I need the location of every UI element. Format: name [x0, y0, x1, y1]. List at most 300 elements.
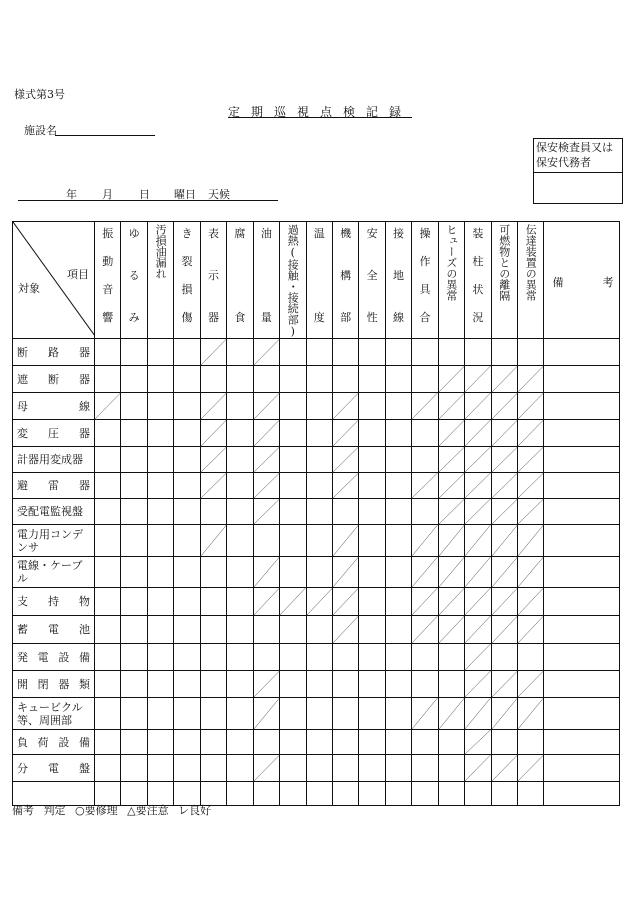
not-applicable-cell — [200, 420, 226, 447]
check-cell[interactable] — [147, 366, 173, 393]
remarks-cell[interactable] — [544, 698, 620, 730]
check-cell[interactable] — [280, 644, 306, 671]
corner-item-label: 項目 — [67, 268, 89, 281]
check-cell[interactable] — [306, 698, 332, 730]
check-cell[interactable] — [147, 525, 173, 557]
check-cell[interactable] — [332, 644, 358, 671]
check-cell[interactable] — [412, 366, 438, 393]
check-cell[interactable] — [147, 557, 173, 588]
remarks-cell[interactable] — [544, 525, 620, 557]
check-cell[interactable] — [227, 755, 253, 782]
check-cell[interactable] — [385, 339, 411, 366]
check-cell[interactable] — [121, 420, 147, 447]
column-header-label — [465, 222, 490, 329]
not-applicable-cell — [438, 393, 464, 420]
check-cell[interactable] — [147, 730, 173, 755]
not-applicable-cell — [412, 525, 438, 557]
check-cell[interactable] — [491, 644, 517, 671]
column-header-char: 装 — [472, 227, 484, 240]
check-cell[interactable] — [174, 730, 200, 755]
remarks-cell[interactable] — [544, 755, 620, 782]
not-applicable-cell — [438, 366, 464, 393]
check-cell[interactable] — [359, 782, 385, 806]
check-cell[interactable] — [227, 473, 253, 499]
check-cell[interactable] — [385, 755, 411, 782]
row-label — [13, 588, 95, 616]
check-cell[interactable] — [412, 755, 438, 782]
check-cell[interactable] — [280, 393, 306, 420]
check-cell[interactable] — [174, 525, 200, 557]
check-cell[interactable] — [200, 616, 226, 644]
check-cell[interactable] — [227, 525, 253, 557]
not-applicable-cell — [253, 557, 279, 588]
check-cell[interactable] — [306, 644, 332, 671]
check-cell[interactable] — [280, 473, 306, 499]
check-cell[interactable] — [412, 644, 438, 671]
check-cell[interactable] — [438, 755, 464, 782]
check-cell[interactable] — [121, 755, 147, 782]
slash-mark — [412, 698, 437, 729]
check-cell[interactable] — [518, 644, 544, 671]
check-cell[interactable] — [280, 730, 306, 755]
check-cell[interactable] — [280, 755, 306, 782]
check-cell[interactable] — [227, 366, 253, 393]
check-cell[interactable] — [147, 499, 173, 525]
check-cell[interactable] — [95, 671, 121, 698]
check-cell[interactable] — [385, 616, 411, 644]
facility-label: 施設名 — [24, 124, 57, 137]
slash-mark — [465, 366, 490, 392]
check-cell[interactable] — [412, 339, 438, 366]
not-applicable-cell — [253, 755, 279, 782]
check-cell[interactable] — [518, 339, 544, 366]
check-cell[interactable] — [518, 782, 544, 806]
not-applicable-cell — [200, 393, 226, 420]
check-cell[interactable] — [306, 730, 332, 755]
slash-mark — [439, 393, 464, 419]
check-cell[interactable] — [147, 698, 173, 730]
date-weather-row[interactable] — [18, 186, 278, 201]
column-header — [518, 222, 544, 339]
check-cell[interactable] — [227, 557, 253, 588]
column-header-label — [201, 222, 226, 329]
not-applicable-cell — [518, 616, 544, 644]
check-cell[interactable] — [200, 671, 226, 698]
check-cell[interactable] — [95, 557, 121, 588]
check-cell[interactable] — [412, 420, 438, 447]
not-applicable-cell — [491, 671, 517, 698]
check-cell[interactable] — [359, 698, 385, 730]
check-cell[interactable] — [227, 588, 253, 616]
check-cell[interactable] — [147, 420, 173, 447]
slash-mark — [439, 473, 464, 498]
check-cell[interactable] — [306, 755, 332, 782]
check-cell[interactable] — [121, 339, 147, 366]
check-cell[interactable] — [280, 616, 306, 644]
check-cell[interactable] — [359, 393, 385, 420]
slash-mark — [439, 420, 464, 446]
remarks-cell[interactable] — [544, 339, 620, 366]
slash-mark — [492, 447, 517, 472]
not-applicable-cell — [518, 393, 544, 420]
check-cell[interactable] — [306, 616, 332, 644]
check-cell[interactable] — [385, 557, 411, 588]
check-cell[interactable] — [332, 339, 358, 366]
remarks-cell[interactable] — [544, 420, 620, 447]
slash-mark — [518, 698, 543, 729]
check-cell[interactable] — [465, 782, 491, 806]
check-cell[interactable] — [200, 557, 226, 588]
check-cell[interactable] — [385, 671, 411, 698]
check-cell[interactable] — [121, 588, 147, 616]
column-header-char: 食 — [234, 311, 246, 324]
slash-mark — [465, 447, 490, 472]
slash-mark — [333, 616, 358, 643]
slash-mark — [254, 393, 279, 419]
check-cell[interactable] — [147, 447, 173, 473]
check-cell[interactable] — [147, 473, 173, 499]
check-cell[interactable] — [385, 366, 411, 393]
check-cell[interactable] — [121, 473, 147, 499]
check-cell[interactable] — [95, 420, 121, 447]
check-cell[interactable] — [147, 393, 173, 420]
check-cell[interactable] — [95, 730, 121, 755]
check-cell[interactable] — [385, 782, 411, 806]
table-row — [13, 420, 620, 447]
check-cell[interactable] — [174, 644, 200, 671]
check-cell[interactable] — [359, 588, 385, 616]
check-cell[interactable] — [306, 782, 332, 806]
not-applicable-cell — [491, 525, 517, 557]
check-cell[interactable] — [147, 755, 173, 782]
not-applicable-cell — [518, 525, 544, 557]
row-label — [13, 755, 95, 782]
check-cell[interactable] — [332, 366, 358, 393]
remarks-cell[interactable] — [544, 473, 620, 499]
check-cell[interactable] — [95, 499, 121, 525]
check-cell[interactable] — [147, 588, 173, 616]
slash-mark — [518, 447, 543, 472]
check-cell[interactable] — [412, 447, 438, 473]
check-cell[interactable] — [174, 671, 200, 698]
check-cell[interactable] — [280, 525, 306, 557]
check-cell[interactable] — [121, 525, 147, 557]
check-cell[interactable] — [121, 393, 147, 420]
remarks-cell[interactable] — [544, 588, 620, 616]
check-cell[interactable] — [200, 730, 226, 755]
check-cell[interactable] — [306, 447, 332, 473]
check-cell[interactable] — [280, 782, 306, 806]
slash-mark — [518, 499, 543, 524]
check-cell[interactable] — [385, 447, 411, 473]
check-cell[interactable] — [280, 339, 306, 366]
check-cell[interactable] — [253, 366, 279, 393]
check-cell[interactable] — [253, 644, 279, 671]
check-cell[interactable] — [332, 671, 358, 698]
slash-mark — [465, 473, 490, 498]
check-cell[interactable] — [332, 755, 358, 782]
check-cell[interactable] — [121, 616, 147, 644]
check-cell[interactable] — [227, 698, 253, 730]
check-cell[interactable] — [174, 616, 200, 644]
not-applicable-cell — [332, 473, 358, 499]
check-cell[interactable] — [332, 698, 358, 730]
check-cell[interactable] — [174, 366, 200, 393]
check-cell[interactable] — [253, 525, 279, 557]
check-cell[interactable] — [438, 339, 464, 366]
slash-mark — [307, 588, 332, 615]
check-cell[interactable] — [359, 447, 385, 473]
check-cell[interactable] — [200, 588, 226, 616]
check-cell[interactable] — [359, 420, 385, 447]
check-cell[interactable] — [227, 644, 253, 671]
check-cell[interactable] — [306, 366, 332, 393]
check-cell[interactable] — [280, 698, 306, 730]
facility-name-line[interactable] — [55, 135, 155, 136]
check-cell[interactable] — [306, 339, 332, 366]
column-header-char: ゆ — [128, 227, 140, 240]
check-cell[interactable] — [200, 366, 226, 393]
check-cell[interactable] — [121, 644, 147, 671]
check-cell[interactable] — [227, 393, 253, 420]
not-applicable-cell — [253, 499, 279, 525]
row-label — [13, 420, 95, 447]
not-applicable-cell — [95, 393, 121, 420]
check-cell[interactable] — [438, 782, 464, 806]
check-cell[interactable] — [147, 644, 173, 671]
check-cell[interactable] — [174, 499, 200, 525]
slash-mark — [201, 393, 226, 419]
check-cell[interactable] — [121, 671, 147, 698]
check-cell[interactable] — [359, 366, 385, 393]
check-cell[interactable] — [306, 525, 332, 557]
check-cell[interactable] — [438, 730, 464, 755]
column-header-char: み — [128, 311, 140, 324]
remarks-cell[interactable] — [544, 447, 620, 473]
slash-mark — [412, 393, 437, 419]
check-cell[interactable] — [359, 671, 385, 698]
check-cell[interactable] — [518, 730, 544, 755]
check-cell[interactable] — [121, 366, 147, 393]
slash-mark — [492, 588, 517, 615]
check-cell[interactable] — [385, 393, 411, 420]
check-cell[interactable] — [385, 499, 411, 525]
check-cell[interactable] — [385, 644, 411, 671]
check-cell[interactable] — [491, 730, 517, 755]
check-cell[interactable] — [359, 473, 385, 499]
check-cell[interactable] — [332, 499, 358, 525]
column-header — [491, 222, 517, 339]
check-cell[interactable] — [306, 499, 332, 525]
check-cell[interactable] — [306, 557, 332, 588]
check-cell[interactable] — [280, 499, 306, 525]
check-cell[interactable] — [147, 616, 173, 644]
check-cell[interactable] — [385, 730, 411, 755]
check-cell[interactable] — [227, 499, 253, 525]
check-cell[interactable] — [95, 588, 121, 616]
check-cell[interactable] — [200, 755, 226, 782]
remarks-cell[interactable] — [544, 499, 620, 525]
slash-mark — [518, 671, 543, 697]
column-header-char: 合 — [419, 311, 431, 324]
check-cell[interactable] — [227, 730, 253, 755]
check-cell[interactable] — [359, 644, 385, 671]
slash-mark — [254, 339, 279, 365]
slash-mark — [518, 366, 543, 392]
column-header-char: 全 — [366, 269, 378, 282]
check-cell[interactable] — [121, 557, 147, 588]
check-cell[interactable] — [306, 393, 332, 420]
check-cell[interactable] — [385, 525, 411, 557]
check-cell[interactable] — [253, 782, 279, 806]
column-header — [147, 222, 173, 339]
slash-mark — [518, 755, 543, 781]
remarks-cell[interactable] — [544, 557, 620, 588]
check-cell[interactable] — [438, 671, 464, 698]
remarks-cell[interactable] — [544, 616, 620, 644]
column-header-char: 油 — [260, 227, 272, 240]
not-applicable-cell — [518, 557, 544, 588]
remarks-header-char: 考 — [602, 276, 614, 289]
column-header — [465, 222, 491, 339]
check-cell[interactable] — [121, 698, 147, 730]
column-header-char: 機 — [340, 227, 352, 240]
check-cell[interactable] — [174, 473, 200, 499]
row-label: キュービクル等、周囲部 — [13, 698, 95, 730]
slash-mark — [439, 525, 464, 556]
column-header-char: 接 — [393, 227, 405, 240]
check-cell[interactable] — [359, 755, 385, 782]
check-cell[interactable] — [95, 698, 121, 730]
remarks-cell[interactable] — [544, 644, 620, 671]
check-cell[interactable] — [385, 588, 411, 616]
column-header-label — [333, 222, 358, 329]
check-cell[interactable] — [227, 616, 253, 644]
check-cell[interactable] — [359, 616, 385, 644]
slash-mark — [333, 447, 358, 472]
check-cell[interactable] — [491, 782, 517, 806]
check-cell[interactable] — [385, 473, 411, 499]
check-cell[interactable] — [174, 698, 200, 730]
check-cell[interactable] — [227, 671, 253, 698]
check-cell[interactable] — [95, 644, 121, 671]
check-cell[interactable] — [280, 447, 306, 473]
check-cell[interactable] — [280, 420, 306, 447]
table-row — [13, 366, 620, 393]
check-cell[interactable] — [174, 755, 200, 782]
slash-mark — [518, 393, 543, 419]
column-header — [438, 222, 464, 339]
check-cell[interactable] — [385, 698, 411, 730]
check-cell[interactable] — [147, 339, 173, 366]
check-cell[interactable] — [438, 644, 464, 671]
check-cell[interactable] — [465, 339, 491, 366]
check-cell[interactable] — [227, 782, 253, 806]
check-cell[interactable] — [306, 671, 332, 698]
check-cell[interactable] — [174, 393, 200, 420]
signature-label: 保安検査員又は保安代務者 — [534, 139, 622, 173]
check-cell[interactable] — [174, 557, 200, 588]
column-header-label — [412, 222, 437, 329]
not-applicable-cell — [306, 588, 332, 616]
check-cell[interactable] — [359, 730, 385, 755]
check-cell[interactable] — [306, 420, 332, 447]
not-applicable-cell — [518, 671, 544, 698]
check-cell[interactable] — [95, 447, 121, 473]
check-cell[interactable] — [412, 730, 438, 755]
check-cell[interactable] — [200, 499, 226, 525]
check-cell[interactable] — [121, 499, 147, 525]
check-cell[interactable] — [253, 616, 279, 644]
check-cell[interactable] — [332, 782, 358, 806]
check-cell[interactable] — [491, 339, 517, 366]
check-cell[interactable] — [280, 671, 306, 698]
column-header — [200, 222, 226, 339]
check-cell[interactable] — [359, 499, 385, 525]
row-label-text: 負 荷 設 備 — [17, 735, 90, 749]
remarks-cell[interactable] — [544, 671, 620, 698]
signature-field[interactable] — [534, 173, 622, 204]
check-cell[interactable] — [121, 447, 147, 473]
check-cell[interactable] — [227, 447, 253, 473]
check-cell[interactable] — [332, 730, 358, 755]
column-header-char: 響 — [102, 311, 114, 324]
check-cell[interactable] — [359, 557, 385, 588]
check-cell[interactable] — [95, 755, 121, 782]
slash-mark — [518, 525, 543, 556]
check-cell[interactable] — [174, 588, 200, 616]
check-cell[interactable] — [385, 420, 411, 447]
check-cell[interactable] — [121, 730, 147, 755]
check-cell[interactable] — [95, 366, 121, 393]
remarks-cell[interactable] — [544, 393, 620, 420]
check-cell[interactable] — [200, 644, 226, 671]
check-cell[interactable] — [359, 339, 385, 366]
check-cell[interactable] — [253, 730, 279, 755]
check-cell[interactable] — [95, 616, 121, 644]
remarks-cell[interactable] — [544, 366, 620, 393]
slash-mark — [333, 588, 358, 615]
check-cell[interactable] — [200, 698, 226, 730]
not-applicable-cell — [438, 588, 464, 616]
check-cell[interactable] — [95, 473, 121, 499]
check-cell[interactable] — [174, 420, 200, 447]
check-cell[interactable] — [147, 671, 173, 698]
row-label-text: 断 路 器 — [17, 345, 90, 359]
remarks-cell[interactable] — [544, 730, 620, 755]
check-cell[interactable] — [359, 525, 385, 557]
remarks-cell[interactable] — [544, 782, 620, 806]
check-cell[interactable] — [412, 499, 438, 525]
check-cell[interactable] — [174, 339, 200, 366]
table-row — [13, 698, 620, 730]
check-cell[interactable] — [227, 420, 253, 447]
not-applicable-cell — [491, 616, 517, 644]
check-cell[interactable] — [280, 557, 306, 588]
check-cell[interactable] — [412, 782, 438, 806]
slash-mark — [465, 698, 490, 729]
check-cell[interactable] — [227, 339, 253, 366]
check-cell[interactable] — [412, 671, 438, 698]
check-cell[interactable] — [174, 447, 200, 473]
check-cell[interactable] — [95, 525, 121, 557]
check-cell[interactable] — [280, 366, 306, 393]
row-label — [13, 366, 95, 393]
slash-mark — [201, 339, 226, 365]
table-row — [13, 447, 620, 473]
check-cell[interactable] — [306, 473, 332, 499]
check-cell[interactable] — [95, 339, 121, 366]
